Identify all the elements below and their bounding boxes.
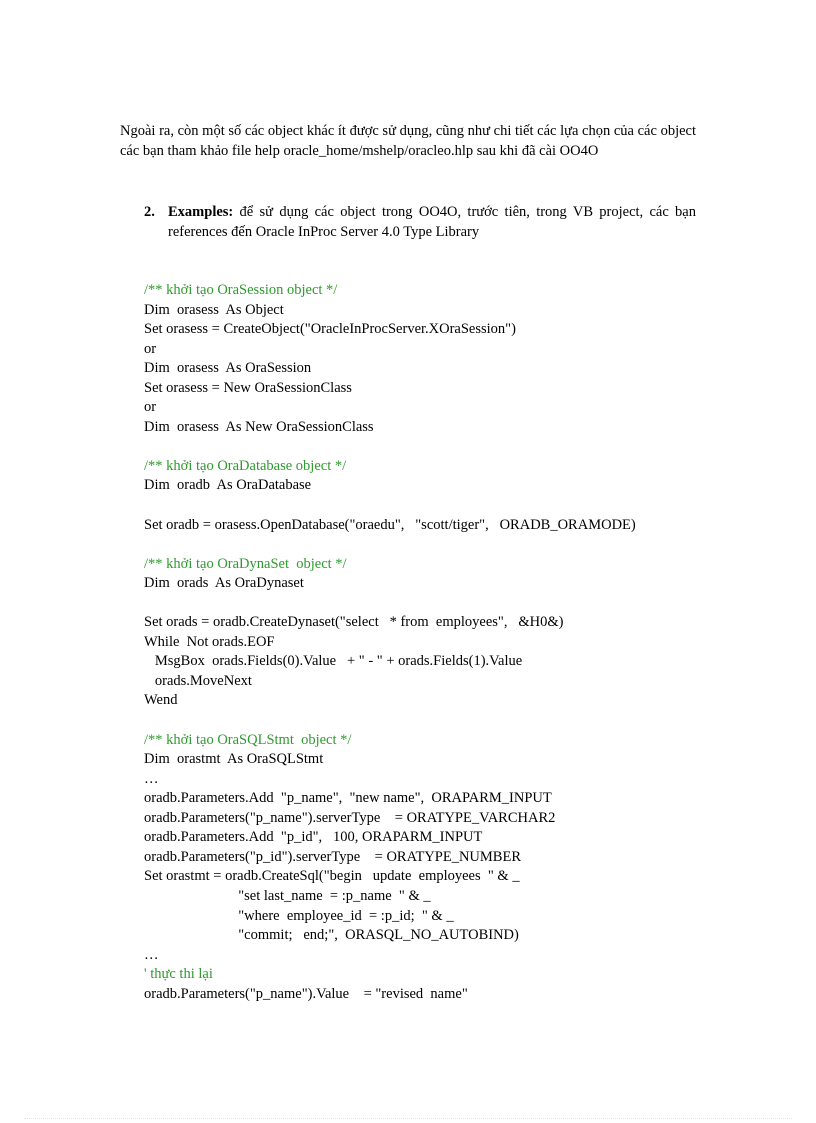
code-line [144,594,704,614]
code-comment-line: ' thực thi lại [144,966,213,983]
code-line: Dim orasess As OraSession [144,360,312,377]
code-line [144,496,704,516]
code-line: … [144,946,159,963]
code-line: "set last_name = :p_name " & _ [144,887,431,904]
code-line: Dim orasess As Object [144,301,284,318]
examples-label: Examples: [168,204,234,220]
code-line: or [144,399,157,416]
examples-body [168,203,696,242]
code-comment-line: /** khởi tạo OraSQLStmt object */ [144,731,352,748]
list-number: 2. [144,204,155,220]
code-line: While Not orads.EOF [144,633,275,650]
code-line: Set orads = oradb.CreateDynaset("select * from employees", &H0&) [144,614,564,631]
code-block [144,281,704,1004]
code-line: MsgBox orads.Fields(0).Value + " - " + orads.Fields(1).Value [144,653,523,670]
code-line: oradb.Parameters("p_name").serverType = ORATYPE_VARCHAR2 [144,809,556,826]
code-line: "where employee_id = :p_id; " & _ [144,907,454,924]
code-line [144,437,704,457]
code-line: Dim orads As OraDynaset [144,575,304,592]
code-line: Set orastmt = oradb.CreateSql("begin update employees " & _ [144,868,520,885]
code-line: "commit; end;", ORASQL_NO_AUTOBIND) [144,927,519,944]
examples-text: để sử dụng các object trong OO4O, trước tiên, trong VB project, các bạn references đến Oracle InProc Server 4.0 Type Library [168,204,696,240]
code-line [144,535,704,555]
code-line: or [144,340,157,357]
code-line: Dim orastmt As OraSQLStmt [144,751,324,768]
intro-paragraph: Ngoài ra, còn một số các object khác ít được sử dụng, cũng như chi tiết các lựa chọn của các object các bạn tham khảo file help oracle_home/mshelp/oracleo.hlp sau khi đã cài OO4O [120,123,696,159]
code-line: Set orasess = CreateObject("OracleInProcServer.XOraSession") [144,321,516,338]
examples-list-item [144,203,696,242]
code-line: Dim oradb As OraDatabase [144,477,312,494]
code-line: oradb.Parameters("p_name").Value = "revised name" [144,985,468,1002]
code-comment-line: /** khởi tạo OraSession object */ [144,282,338,298]
code-line: Set oradb = orasess.OpenDatabase("oraedu", "scott/tiger", ORADB_ORAMODE) [144,516,636,533]
code-line: Wend [144,692,178,709]
code-line: Set orasess = New OraSessionClass [144,379,352,396]
code-line: Dim orasess As New OraSessionClass [144,418,374,435]
code-line: oradb.Parameters.Add "p_name", "new name", ORAPARM_INPUT [144,790,552,807]
code-line: oradb.Parameters.Add "p_id", 100, ORAPARM_INPUT [144,829,483,846]
code-line: … [144,770,159,787]
code-line [144,711,704,731]
code-comment-line: /** khởi tạo OraDatabase object */ [144,457,347,474]
code-comment-line: /** khởi tạo OraDynaSet object */ [144,555,347,572]
page-bottom-divider [24,1118,792,1119]
code-line: oradb.Parameters("p_id").serverType = ORATYPE_NUMBER [144,848,521,865]
code-line: orads.MoveNext [144,672,252,689]
